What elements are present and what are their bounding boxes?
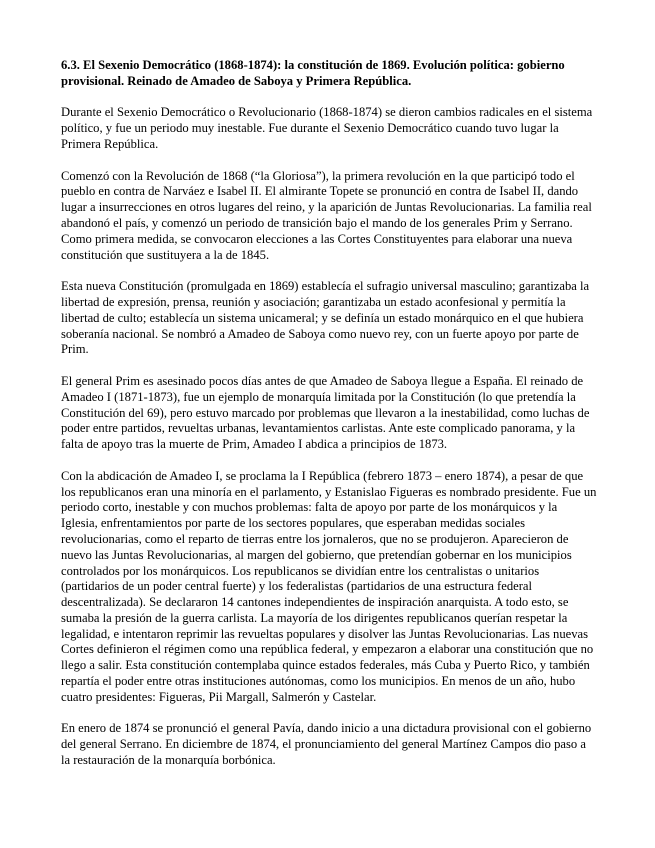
paragraph-amadeo-reign: El general Prim es asesinado pocos días antes de que Amadeo de Saboya llegue a España. El reinado de Amadeo I (1871-1873), fue un ejemplo de monarquía limitada por la Constitución (lo que pretendía la Constitución del 69), pero estuvo marcado por problemas que llevaron a la inestabilidad, como luchas de poder entre partidos, revueltas urbanas, levantamientos carlistas. Ante este complicado panorama, y la falta de apoyo tras la muerte de Prim, Amadeo I abdica a principios de 1873.: [61, 373, 590, 452]
paragraph-constitution-1869: Esta nueva Constitución (promulgada en 1869) establecía el sufragio universal masculino; garantizaba la libertad de expresión, prensa, reunión y asociación; garantizaba un estado aconfesional y permitía la libertad de culto; establecía un sistema unicameral; y se definía un estado monárquico en el que hubiera soberanía nacional. Se nombró a Amadeo de Saboya como nuevo rey, con un fuerte apoyo por parte de Prim.: [61, 279, 590, 357]
document-title: 6.3. El Sexenio Democrático (1868-1874): la constitución de 1869. Evolución política: gobierno provisional. Reinado de Amadeo de Saboya y Primera República.: [61, 58, 565, 88]
paragraph-revolution-1868: Comenzó con la Revolución de 1868 (“la Gloriosa”), la primera revolución en la que participó todo el pueblo en contra de Narváez e Isabel II. El almirante Topete se pronunció en contra de Isabel II, dando lugar a insurrecciones en otros lugares del reino, y la aparición de Juntas Revolucionarias. La familia real abandonó el país, y comenzó un periodo de transición bajo el mando de los generales Prim y Serrano. Como primera medida, se convocaron elecciones a las Cortes Constituyentes para elaborar una nueva constitución que sustituyera a la de 1845.: [61, 168, 592, 262]
paragraph-first-republic: Con la abdicación de Amadeo I, se proclama la I República (febrero 1873 – enero 1874), a pesar de que los republicanos eran una minoría en el parlamento, y Estanislao Figueras es nombrado presidente. Fue un periodo corto, inestable y con muchos problemas: falta de apoyo por parte de los monárquicos y la Iglesia, enfrentamientos por parte de los sectores populares, que esperaban medidas sociales revolucionarias, como el reparto de tierras entre los jornaleros, que no se produjeron. Aparecieron de nuevo las Juntas Revolucionarias, al margen del gobierno, que pretendían gobernar en los municipios controlados por los monárquicos. Los republicanos se dividían entre los centralistas o unitarios (partidarios de un poder central fuerte) y los federalistas (partidarios de una estructura federal descentralizada). Se declararon 14 cantones independientes de inspiración anarquista. A todo esto, se sumaba la presión de la guerra carlista. La mayoría de los dirigentes republicanos querían respetar la legalidad, e intentaron reprimir las revueltas populares y disolver las Juntas Revolucionarias. Las nuevas Cortes definieron el régimen como una república federal, y empezaron a elaborar una constitución que no llego a salir. Esta constitución contemplaba quince estados federales, más Cuba y Puerto Rico, y también repartía el poder entre otras instituciones autónomas, como los municipios. En menos de un año, hubo cuatro presidentes: Figueras, Pii Margall, Salmerón y Castelar.: [61, 468, 597, 704]
paragraph-restoration: En enero de 1874 se pronunció el general Pavía, dando inicio a una dictadura provisional con el gobierno del general Serrano. En diciembre de 1874, el pronunciamiento del general Martínez Campos dio paso a la restauración de la monarquía borbónica.: [61, 721, 592, 768]
document-page: [61, 58, 597, 785]
paragraph-intro: Durante el Sexenio Democrático o Revolucionario (1868-1874) se dieron cambios radicales en el sistema político, y fue un periodo muy inestable. Fue durante el Sexenio Democrático cuando tuvo lugar la Primera República.: [61, 105, 593, 151]
